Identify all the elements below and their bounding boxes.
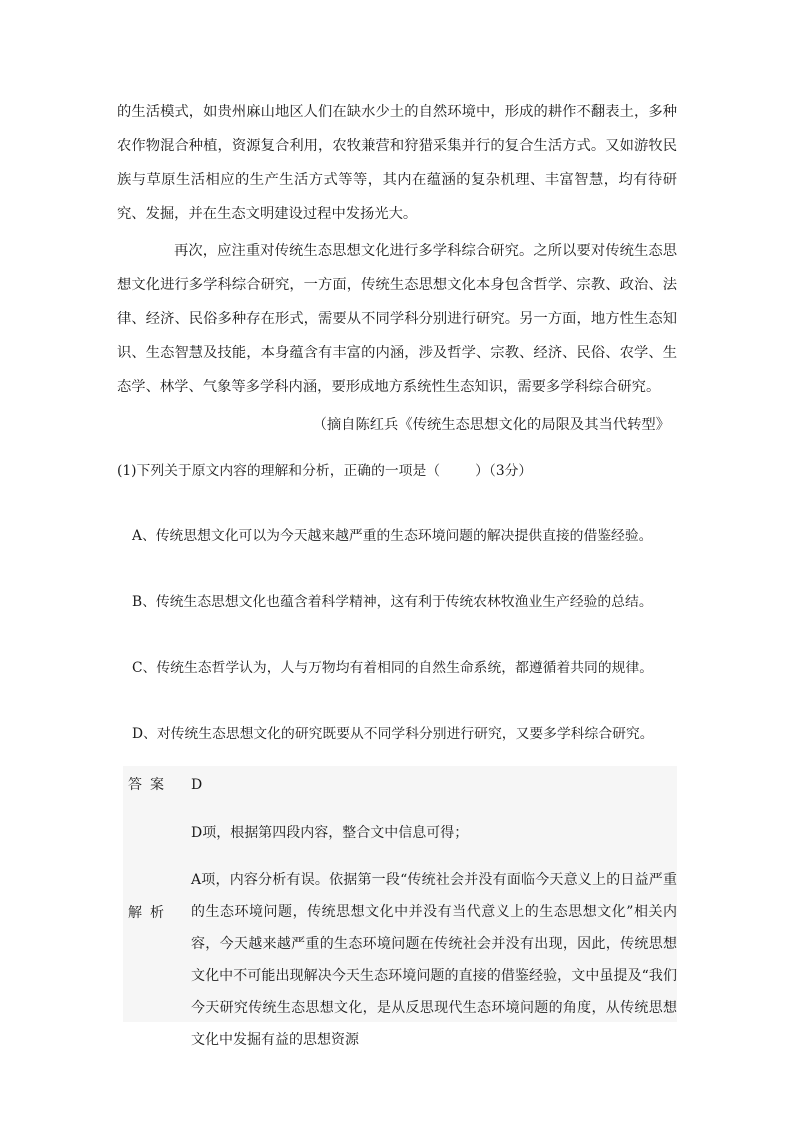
option-b: B、传统生态思想文化也蕴含着科学精神，这有利于传统农林牧渔业生产经验的总结。 [132, 594, 653, 610]
answer-value: D [191, 777, 203, 793]
explanation-text: A项，内容分析有误。依据第一段“传统社会并没有面临今天意义上的日益严重的生态环境问题，传统思想文化中并没有当代意义上的生态思想文化”相关内容，今天越来越严重的生态环境问题在传统社会并没有出现，因此，传统思想文化中不可能出现解决今天生态环境问题的直接的借鉴经验，文中虽提及“我们今天研究传统生态思想文化，是从反思现代生态环境问题的角度，从传统思想文化中发掘有益的思想资源 [191, 872, 677, 1048]
article-source: （摘自陈红兵《传统生态思想文化的局限及其当代转型》 [312, 417, 670, 433]
explanation-label: 解析 [128, 905, 172, 921]
explanation-summary: D项，根据第四段内容，整合文中信息可得； [191, 825, 469, 841]
article-paragraph-1: 的生活模式，如贵州麻山地区人们在缺水少土的自然环境中，形成的耕作不翻表土，多种农作物混合种植，资源复合利用，农牧兼营和狩猎采集并行的复合生活方式。又如游牧民族与草原生活相应的生产生活方式等等，其内在蕴涵的复杂机理、丰富智慧，均有待研究、发掘，并在生态文明建设过程中发扬光大。 [117, 104, 677, 222]
option-a: A、传统思想文化可以为今天越来越严重的生态环境问题的解决提供直接的借鉴经验。 [132, 528, 653, 544]
answer-section [123, 766, 677, 1048]
option-c: C、传统生态哲学认为，人与万物均有着相同的自然生命系统，都遵循着共同的规律。 [132, 660, 654, 676]
question-stem: (1)下列关于原文内容的理解和分析，正确的一项是（ ）（3分） [117, 463, 533, 479]
answer-label: 答案 [128, 777, 172, 793]
article-paragraph-2: 再次，应注重对传统生态思想文化进行多学科综合研究。之所以要对传统生态思想文化进行多学科综合研究，一方面，传统生态思想文化本身包含哲学、宗教、政治、法律、经济、民俗多种存在形式，需要从不同学科分别进行研究。另一方面，地方性生态知识、生态智慧及技能，本身蕴含有丰富的内涵，涉及哲学、宗教、经济、民俗、农学、生态学、林学、气象等多学科内涵，要形成地方系统性生态知识，需要多学科综合研究。 [117, 243, 677, 395]
option-d: D、对传统生态思想文化的研究既要从不同学科分别进行研究，又要多学科综合研究。 [132, 726, 654, 742]
